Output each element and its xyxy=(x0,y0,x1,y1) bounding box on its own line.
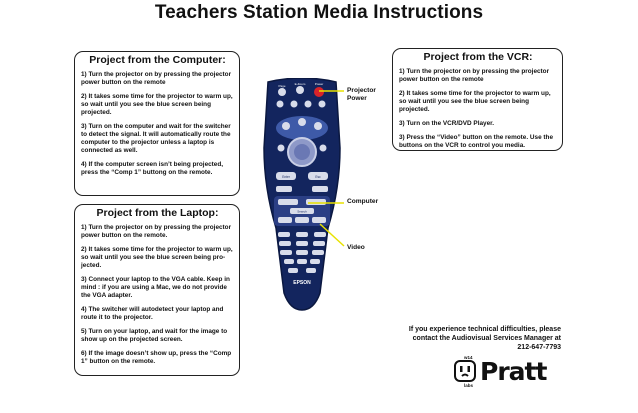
remote-label: Page xyxy=(278,84,286,88)
logo-small-bottom: labs xyxy=(464,383,474,388)
vcr-step: 2) It takes some time for the projector to warm up, so wait until you see the blue screen being projected. xyxy=(399,90,551,113)
remote-video-button xyxy=(312,217,326,223)
callout-line2: Power xyxy=(347,95,367,102)
logo-wordmark: Pratt xyxy=(480,357,547,386)
remote-comp1-button xyxy=(278,199,298,205)
remote-label: Enter xyxy=(282,175,290,179)
remote-button xyxy=(305,101,312,108)
remote-button xyxy=(278,217,292,223)
contact-info xyxy=(409,325,561,352)
computer-instructions-box xyxy=(74,51,240,196)
remote-button xyxy=(320,145,327,152)
remote-button xyxy=(295,217,309,223)
remote-label: E-Zoom xyxy=(294,82,306,86)
remote-power-button xyxy=(314,87,324,97)
remote-label: Esc xyxy=(315,175,321,179)
video-callout: Video xyxy=(347,244,365,251)
vcr-heading: Project from the VCR: xyxy=(423,51,533,63)
remote-help-button xyxy=(312,186,328,192)
vcr-step: 3) Press the “Video” button on the remote. Use the buttons on the VCR to control you media. xyxy=(399,134,553,149)
vcr-step: 3) Turn on the VCR/DVD Player. xyxy=(399,120,495,127)
remote-button xyxy=(291,101,298,108)
laptop-step: 3) Connect your laptop to the VGA cable. Keep in mind : if you are using a Mac, we do not provide the VGA adapter. xyxy=(81,276,230,299)
remote-label: Power xyxy=(314,82,324,86)
computer-callout: Computer xyxy=(347,198,379,205)
projector-power-callout xyxy=(347,87,376,103)
contact-phone: 212-647-7793 xyxy=(517,344,561,351)
logo-small-top: w14 xyxy=(464,355,473,360)
remote-label: Search xyxy=(297,209,307,214)
computer-step: 2) It takes some time for the projector to warm up, so wait until you see the blue screen being projected. xyxy=(81,93,233,116)
remote-brand: EPSON xyxy=(293,280,311,286)
outlet-icon xyxy=(454,360,476,382)
remote-button xyxy=(278,145,285,152)
laptop-step: 4) The switcher will autodetect your laptop and route it to the projector. xyxy=(81,306,224,321)
laptop-step: 5) Turn on your laptop, and wait for the image to show up on the projected screen. xyxy=(81,328,228,343)
remote-button xyxy=(306,199,326,205)
remote-ezoom-button xyxy=(296,86,304,94)
computer-heading: Project from the Computer: xyxy=(89,54,226,66)
laptop-heading: Project from the Laptop: xyxy=(96,207,219,219)
remote-button xyxy=(314,122,322,130)
remote-page-button xyxy=(278,88,286,96)
laptop-step: 6) If the image doesn’t show up, press the “Comp 1” button on the remote. xyxy=(81,350,232,365)
remote-button xyxy=(282,122,290,130)
remote-button xyxy=(319,101,326,108)
laptop-step: 2) It takes some time for the projector to warm up, so wait until you see the blue screen being pro-jected. xyxy=(81,246,233,269)
laptop-instructions-box xyxy=(74,204,240,376)
remote-button xyxy=(277,101,284,108)
callout-line1: Projector xyxy=(347,87,376,94)
computer-step: 1) Turn the projector on by pressing the projector power button on the remote xyxy=(81,71,232,86)
contact-line: If you experience technical difficulties, please xyxy=(408,326,561,333)
vcr-instructions-box xyxy=(392,48,563,151)
computer-step: 4) If the computer screen isn’t being projected, press the “Comp 1” buttong on the remote. xyxy=(81,161,224,176)
page-title: Teachers Station Media Instructions xyxy=(154,2,484,23)
contact-line: contact the Audiovisual Services Manager at xyxy=(412,335,561,342)
vcr-step: 1) Turn the projector on by pressing the projector power button on the remote xyxy=(399,68,550,83)
remote-control-image xyxy=(262,78,342,313)
remote-body xyxy=(264,78,340,310)
remote-menu-button xyxy=(276,186,292,192)
laptop-step: 1) Turn the projector on by pressing the projector power button on the remote. xyxy=(81,224,232,239)
remote-trackball-center xyxy=(294,144,310,160)
pratt-logo xyxy=(452,355,572,388)
remote-button xyxy=(298,118,306,126)
computer-step: 3) Turn on the computer and wait for the switcher to detect the signal. It will automatically route the computer to the projector unless a laptop is connected as well. xyxy=(81,123,231,154)
